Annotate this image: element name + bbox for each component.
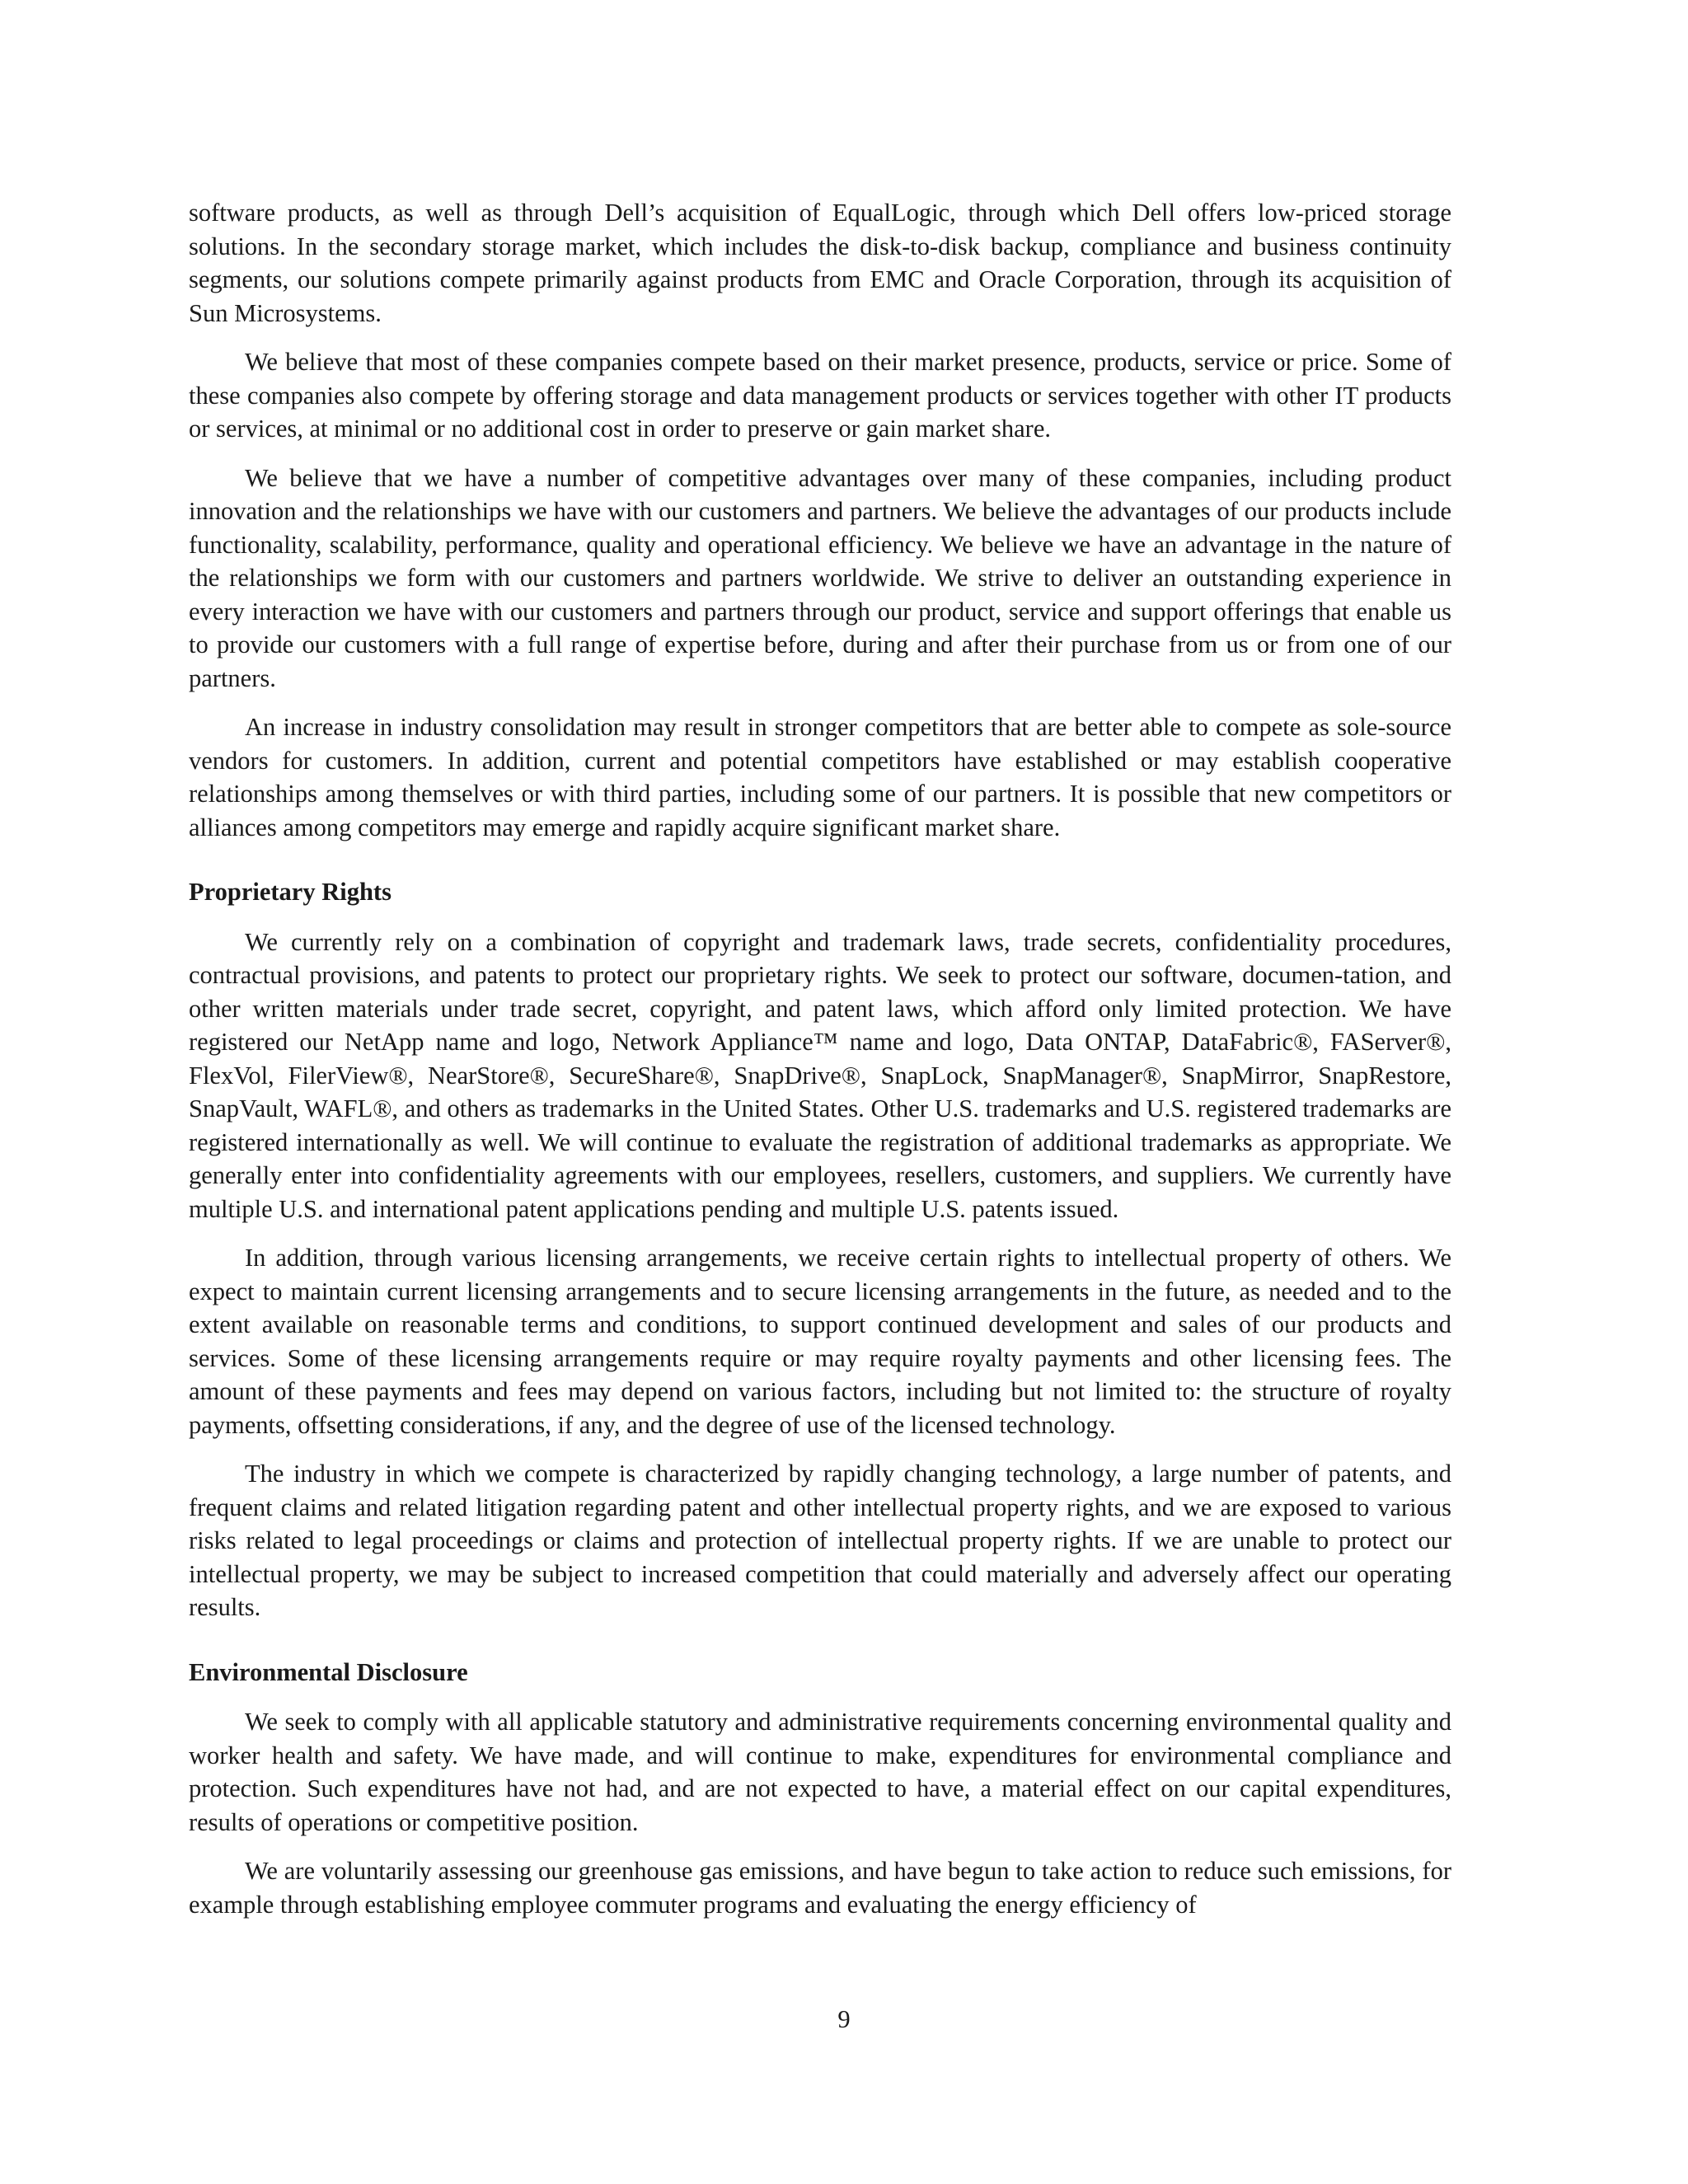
paragraph-environmental-2: We are voluntarily assessing our greenhouse gas emissions, and have begun to take action to reduce such emissions, for example through establishing employee commuter programs and evaluating the energy efficiency of: [189, 1857, 1451, 1919]
paragraph-proprietary-rights-2: In addition, through various licensing arrangements, we receive certain rights to intellectual property of others. We expect to maintain current licensing arrangements and to secure licensing arrangements in the future, as needed and to the extent available on reasonable terms and conditions, to support continued development and sales of our products and services. Some of these licensing arrangements require or may require royalty payments and other licensing fees. The amount of these payments and fees may depend on various factors, including but not limited to: the structure of royalty payments, offsetting considerations, if any, and the degree of use of the licensed technology.: [189, 1244, 1451, 1439]
paragraph-industry-consolidation: An increase in industry consolidation may result in stronger competitors that are better able to compete as sole-source vendors for customers. In addition, current and potential competitors have established or may establish cooperative relationships among themselves or with third parties, including some of our partners. It is possible that new competitors or alliances among competitors may emerge and rapidly acquire significant market share.: [189, 713, 1451, 841]
paragraph-continuation: software products, as well as through Dell’s acquisition of EqualLogic, through which Dell offers low-priced storage solutions. In the secondary storage market, which includes the disk-to-disk backup, compliance and business continuity segments, our solutions compete primarily against products from EMC and Oracle Corporation, through its acquisition of Sun Microsystems.: [189, 199, 1451, 327]
paragraph-competitive-advantages: We believe that we have a number of competitive advantages over many of these companies, including product innovation and the relationships we have with our customers and partners. We believe the advantages of our products include functionality, scalability, performance, quality and operational efficiency. We believe we have an advantage in the nature of the relationships we form with our customers and partners worldwide. We strive to deliver an outstanding experience in every interaction we have with our customers and partners through our product, service and support offerings that enable us to provide our customers with a full range of expertise before, during and after their purchase from us or from one of our partners.: [189, 463, 1451, 692]
paragraph-proprietary-rights-3: The industry in which we compete is characterized by rapidly changing technology, a large number of patents, and frequent claims and related litigation regarding patent and other intellectual property rights, and we are exposed to various risks related to legal proceedings or claims and protection of intellectual property rights. If we are unable to protect our intellectual property, we may be subject to increased competition that could materially and adversely affect our operating results.: [189, 1460, 1451, 1621]
heading-environmental-disclosure: Environmental Disclosure: [189, 1657, 468, 1686]
paragraph-market-presence: We believe that most of these companies compete based on their market presence, products, service or price. Some of these companies also compete by offering storage and data management products or services together with other IT products or services, at minimal or no additional cost in order to preserve or gain market share.: [189, 348, 1451, 443]
page-number: 9: [837, 2005, 851, 2033]
paragraph-environmental-1: We seek to comply with all applicable statutory and administrative requirements concerning environmental quality and worker health and safety. We have made, and will continue to make, expenditures for environmental compliance and protection. Such expenditures have not had, and are not expected to have, a material effect on our capital expenditures, results of operations or competitive position.: [189, 1708, 1451, 1836]
paragraph-proprietary-rights-1: We currently rely on a combination of copyright and trademark laws, trade secrets, confidentiality procedures, contractual provisions, and patents to protect our proprietary rights. We seek to protect our software, documen-tation, and other written materials under trade secret, copyright, and patent laws, which afford only limited protection. We have registered our NetApp name and logo, Network Appliance™ name and logo, Data ONTAP, DataFabric®, FAServer®, FlexVol, FilerView®, NearStore®, SecureShare®, SnapDrive®, SnapLock, SnapManager®, SnapMirror, SnapRestore, SnapVault, WAFL®, and others as trademarks in the United States. Other U.S. trademarks and U.S. registered trademarks are registered internationally as well. We will continue to evaluate the registration of additional trademarks as appropriate. We generally enter into confidentiality agreements with our employees, resellers, customers, and suppliers. We currently have multiple U.S. and international patent applications pending and multiple U.S. patents issued.: [189, 927, 1451, 1223]
heading-proprietary-rights: Proprietary Rights: [189, 878, 392, 906]
document-page: [189, 196, 1451, 1937]
